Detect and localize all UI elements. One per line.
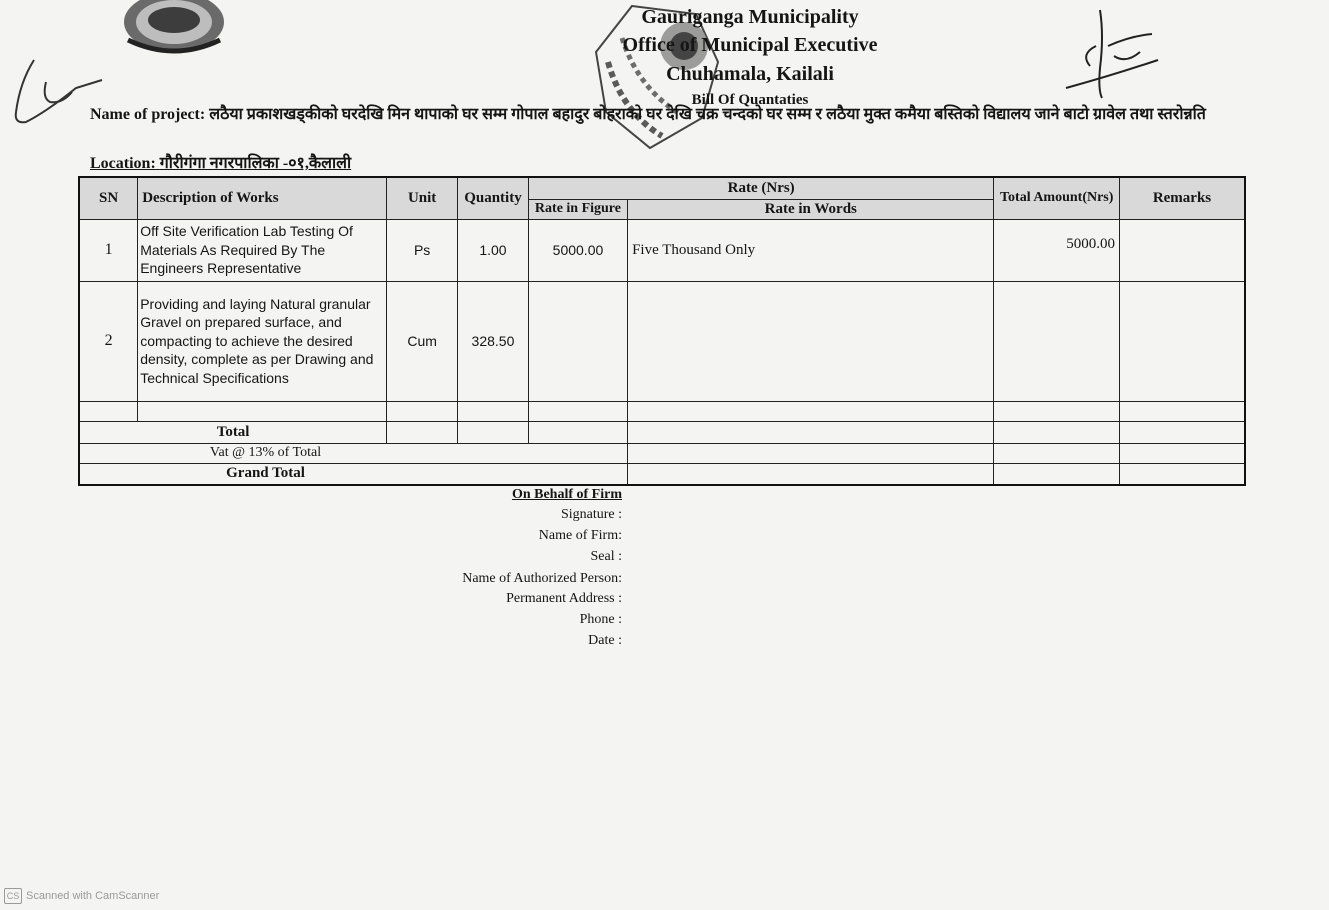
header-rate-words: Rate in Words bbox=[628, 199, 994, 219]
header-sn: SN bbox=[79, 177, 138, 219]
office-name: Office of Municipal Executive bbox=[622, 34, 878, 56]
firm-seal-label: Seal : bbox=[590, 549, 622, 564]
total-label: Total bbox=[79, 421, 387, 443]
row-remarks bbox=[1119, 219, 1245, 281]
table-row bbox=[79, 281, 1245, 401]
firm-name-label: Name of Firm: bbox=[538, 528, 622, 543]
row-rate-figure bbox=[528, 281, 627, 401]
row-sn: 1 bbox=[79, 219, 138, 281]
handwritten-signature-right bbox=[1060, 6, 1170, 102]
row-remarks bbox=[1119, 281, 1245, 401]
camscanner-icon: CS bbox=[4, 888, 22, 904]
row-unit: Ps bbox=[387, 219, 458, 281]
camscanner-text: Scanned with CamScanner bbox=[26, 890, 160, 902]
bill-of-quantities-table bbox=[78, 176, 1246, 486]
nepal-emblem-logo bbox=[118, 0, 230, 58]
row-description: Providing and laying Natural granular Gravel on prepared surface, and compacting to achieve the desired density, complete as per Drawing and Technical Specifications bbox=[138, 281, 387, 401]
row-quantity: 1.00 bbox=[458, 219, 529, 281]
camscanner-watermark bbox=[4, 888, 159, 904]
firm-authorized-person-label: Name of Authorized Person: bbox=[462, 571, 622, 586]
project-name bbox=[90, 104, 1220, 125]
municipality-name: Gauriganga Municipality bbox=[641, 6, 859, 28]
vat-row bbox=[79, 443, 1245, 463]
row-quantity: 328.50 bbox=[458, 281, 529, 401]
table-row-empty bbox=[79, 401, 1245, 421]
grand-total-row bbox=[79, 463, 1245, 485]
project-name-label: Name of project: bbox=[90, 106, 206, 123]
row-rate-figure: 5000.00 bbox=[528, 219, 627, 281]
row-rate-words bbox=[628, 281, 994, 401]
table-row bbox=[79, 219, 1245, 281]
row-unit: Cum bbox=[387, 281, 458, 401]
header-unit: Unit bbox=[387, 177, 458, 219]
firm-signature-label: Signature : bbox=[560, 507, 622, 522]
row-rate-words: Five Thousand Only bbox=[628, 219, 994, 281]
grand-total-label: Grand Total bbox=[79, 463, 628, 485]
location-label: Location: bbox=[90, 155, 156, 172]
row-total-amount bbox=[994, 281, 1120, 401]
row-description: Off Site Verification Lab Testing Of Materials As Required By The Engineers Representative bbox=[138, 219, 387, 281]
header-rate-figure: Rate in Figure bbox=[528, 199, 627, 219]
header-total-amount: Total Amount(Nrs) bbox=[994, 177, 1120, 219]
header-rate: Rate (Nrs) bbox=[528, 177, 994, 199]
firm-date-label: Date : bbox=[588, 633, 622, 648]
firm-permanent-address-label: Permanent Address : bbox=[506, 591, 622, 606]
row-sn: 2 bbox=[79, 281, 138, 401]
project-name-value: लठैया प्रकाशखड्कीको घरदेखि मिन थापाको घर सम्म गोपाल बहादुर बोहराको घर देखि चक्र चन्दको घर सम्म र लठैया मुक्त कमैया बस्तिको विद्यालय जाने बाटो ग्रावेल तथा स्तरोन्नति bbox=[209, 106, 1206, 123]
row-total-amount: 5000.00 bbox=[994, 219, 1120, 281]
document-title: Bill Of Quantaties bbox=[691, 92, 809, 108]
location-value: गौरीगंगा नगरपालिका -०१,कैलाली bbox=[159, 155, 352, 172]
total-row bbox=[79, 421, 1245, 443]
header-description: Description of Works bbox=[138, 177, 387, 219]
office-address: Chuhamala, Kailali bbox=[666, 63, 834, 85]
firm-phone-label: Phone : bbox=[579, 612, 622, 627]
vat-label: Vat @ 13% of Total bbox=[79, 443, 628, 463]
firm-heading: On Behalf of Firm bbox=[511, 487, 622, 502]
header-remarks: Remarks bbox=[1119, 177, 1245, 219]
project-location bbox=[90, 151, 351, 173]
header-quantity: Quantity bbox=[458, 177, 529, 219]
